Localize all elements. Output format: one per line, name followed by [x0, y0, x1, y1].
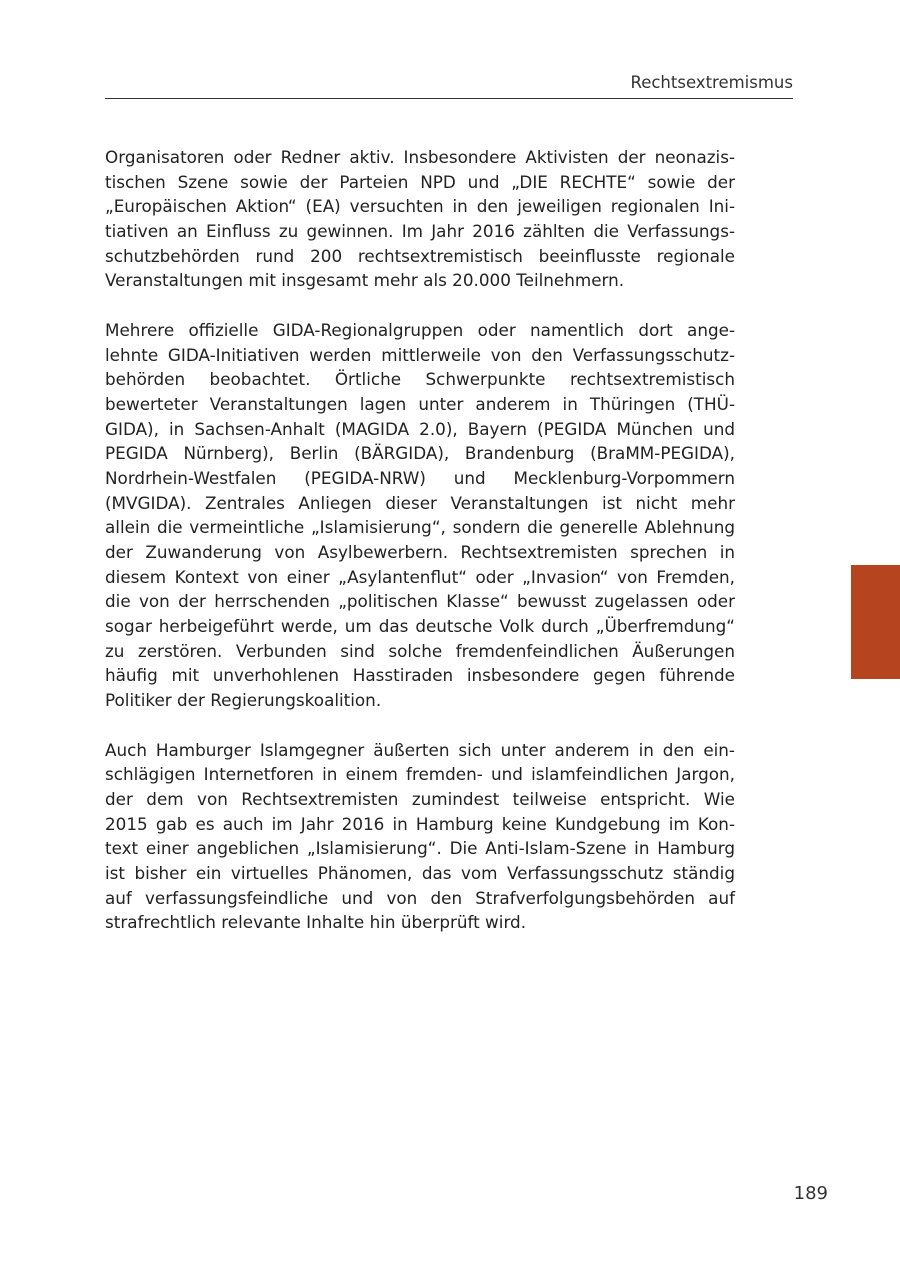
text-line: GIDA), in Sachsen-Anhalt (MAGIDA 2.0), Bayern (PEGIDA München und [105, 418, 735, 439]
text-line: tischen Szene sowie der Parteien NPD und „DIE RECHTE“ sowie der [105, 171, 735, 192]
text-line: diesem Kontext von einer „Asylantenflut“ oder „Invasion“ von Fremden, [105, 566, 735, 587]
text-line: tiativen an Einfluss zu gewinnen. Im Jahr 2016 zählten die Verfassungs- [105, 221, 735, 242]
text-line: (MVGIDA). Zentrales Anliegen dieser Veranstaltungen ist nicht mehr [105, 492, 735, 513]
text-line: die von der herrschenden „politischen Klasse“ bewusst zugelassen oder [105, 591, 735, 612]
text-line: Mehrere offizielle GIDA-Regionalgruppen oder namentlich dort ange- [105, 319, 735, 340]
text-line: Veranstaltungen mit insgesamt mehr als 20.000 Teilnehmern. [105, 270, 625, 291]
text-line: der Zuwanderung von Asylbewerbern. Rechtsextremisten sprechen in [105, 542, 735, 562]
text-line: 2015 gab es auch im Jahr 2016 in Hamburg keine Kundgebung im Kon- [105, 813, 735, 834]
text-line: zu zerstören. Verbunden sind solche fremdenfeindlichen Äußerungen [105, 640, 735, 661]
text-line: bewerteter Veranstaltungen lagen unter anderem in Thüringen (THÜ- [105, 393, 735, 414]
text-line: der dem von Rechtsextremisten zumindest teilweise entspricht. Wie [105, 788, 735, 809]
paragraph-1 [105, 145, 735, 293]
text-line: häufig mit unverhohlenen Hasstiraden insbesondere gegen führende [105, 665, 735, 686]
text-line: allein die vermeintliche „Islamisierung“, sondern die generelle Ablehnung [105, 517, 735, 538]
body-text [105, 145, 735, 960]
text-line: auf verfassungsfeindliche und von den Strafverfolgungsbehörden auf [105, 887, 735, 908]
text-line: Politiker der Regierungskoalition. [105, 690, 382, 711]
text-line: Auch Hamburger Islamgegner äußerten sich unter anderem in den ein- [105, 739, 735, 760]
paragraph-3 [105, 738, 735, 936]
text-line: PEGIDA Nürnberg), Berlin (BÄRGIDA), Brandenburg (BraMM-PEGIDA), [105, 443, 735, 464]
text-line: Nordrhein-Westfalen (PEGIDA-NRW) und Mecklenburg-Vorpommern [105, 467, 735, 488]
header-rule [105, 98, 793, 99]
text-line: „Europäischen Aktion“ (EA) versuchten in den jeweiligen regionalen Ini- [105, 196, 735, 217]
paragraph-2 [105, 318, 735, 713]
text-line: ist bisher ein virtuelles Phänomen, das vom Verfassungsschutz ständig [105, 862, 735, 883]
page-number: 189 [793, 1183, 828, 1204]
text-line: Organisatoren oder Redner aktiv. Insbesondere Aktivisten der neonazis- [105, 147, 735, 167]
text-line: text einer angeblichen „Islamisierung“. Die Anti-Islam-Szene in Hamburg [105, 838, 735, 859]
text-line: behörden beobachtet. Örtliche Schwerpunkte rechtsextremistisch [105, 369, 735, 390]
running-head-title: Rechtsextremismus [630, 73, 793, 92]
chapter-thumb-tab [851, 565, 900, 679]
text-line: sogar herbeigeführt werde, um das deutsche Volk durch „Überfremdung“ [105, 616, 735, 637]
text-line: schutzbehörden rund 200 rechtsextremistisch beeinflusste regionale [105, 245, 735, 266]
text-line: strafrechtlich relevante Inhalte hin überprüft wird. [105, 912, 527, 933]
text-line: lehnte GIDA-Initiativen werden mittlerweile von den Verfassungsschutz- [105, 344, 735, 365]
text-line: schlägigen Internetforen in einem fremden- und islamfeindlichen Jargon, [105, 764, 735, 785]
